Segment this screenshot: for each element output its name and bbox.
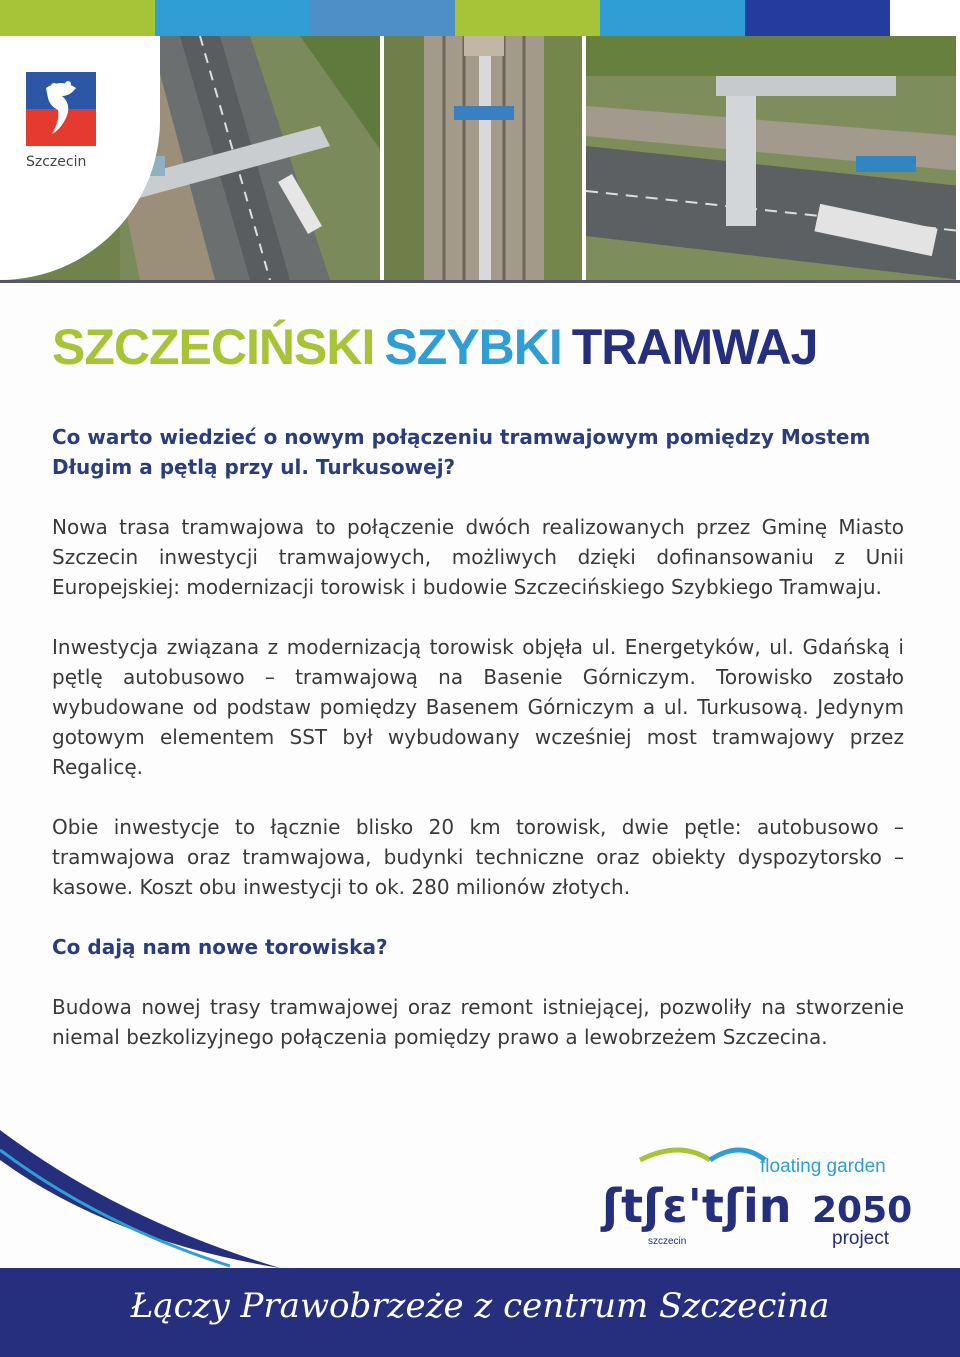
griffin-icon [26, 72, 96, 146]
headline-word-1: SZCZECIŃSKI [52, 319, 375, 375]
logo-project-label: project [832, 1228, 890, 1249]
arc-green-left [640, 1150, 710, 1160]
color-bar-segment [310, 0, 455, 36]
paragraph-1: Nowa trasa tramwajowa to połączenie dwóch realizowanych przez Gminę Miasto Szczecin inwestycji tramwajowych, możliwych dzięki dofinansowaniu z Unii Europejskiej: modernizacji torowisk i budowie Szczecińskiego Szybkiego Tramwaju. [52, 515, 904, 599]
question-heading-2: Co dają nam nowe torowiska? [52, 935, 388, 959]
color-bar-segment [0, 0, 155, 36]
article-body [52, 422, 904, 1082]
color-bar-segment [455, 0, 600, 36]
footer-banner [0, 1268, 960, 1357]
color-bar-segment [890, 0, 960, 36]
top-color-bar [0, 0, 960, 36]
paragraph-2: Inwestycja związana z modernizacją torowisk objęła ul. Energetyków, ul. Gdańską i pętlę autobusowo – tramwajową na Basenie Górniczym. Torowisko zostało wybudowane od podstaw pomiędzy Basenem Górniczym a ul. Turkusową. Jedynym gotowym elementem SST był wybudowany wcześniej most tramwajowy przez Regalicę. [52, 635, 904, 779]
stettin-2050-project-logo [600, 1140, 920, 1250]
footer-slogan: Łączy Prawobrzeże z centrum Szczecina [130, 1286, 830, 1326]
paragraph-3: Obie inwestycje to łącznie blisko 20 km torowisk, dwie pętle: autobusowo – tramwajowa oraz tramwajowa, budynki techniczne oraz obiekty dyspozytorsko – kasowe. Koszt obu inwestycji to ok. 280 milionów złotych. [52, 815, 904, 899]
headline-word-2: SZYBKI [384, 319, 562, 375]
question-heading-1: Co warto wiedzieć o nowym połączeniu tramwajowym pomiędzy Mostem Długim a pętlą przy ul. Turkusowej? [52, 425, 871, 479]
aerial-photo-tracks [384, 36, 586, 280]
aerial-photo-footbridge [586, 36, 960, 280]
logo-wordmark: ʃtʃɛ'tʃin [602, 1179, 792, 1233]
photo-divider [0, 280, 960, 283]
headline-word-3: TRAMWAJ [571, 319, 818, 375]
logo-sub: szczecin [648, 1236, 687, 1247]
arc-blue-right [710, 1150, 765, 1160]
photo-strip [0, 36, 960, 280]
paragraph-4: Budowa nowej trasy tramwajowej oraz remont istniejącej, pozwoliły na stworzenie niemal bezkolizyjnego połączenia pomiędzy prawo a lewobrzeżem Szczecina. [52, 995, 904, 1049]
city-name: Szczecin [26, 154, 87, 170]
blue-swoosh-decoration [0, 1130, 280, 1270]
headline [52, 318, 932, 376]
logo-year: 2050 [812, 1190, 913, 1231]
color-bar-segment [155, 0, 310, 36]
color-bar-segment [600, 0, 745, 36]
logo-tagline: floating garden [760, 1156, 886, 1177]
color-bar-segment [745, 0, 890, 36]
